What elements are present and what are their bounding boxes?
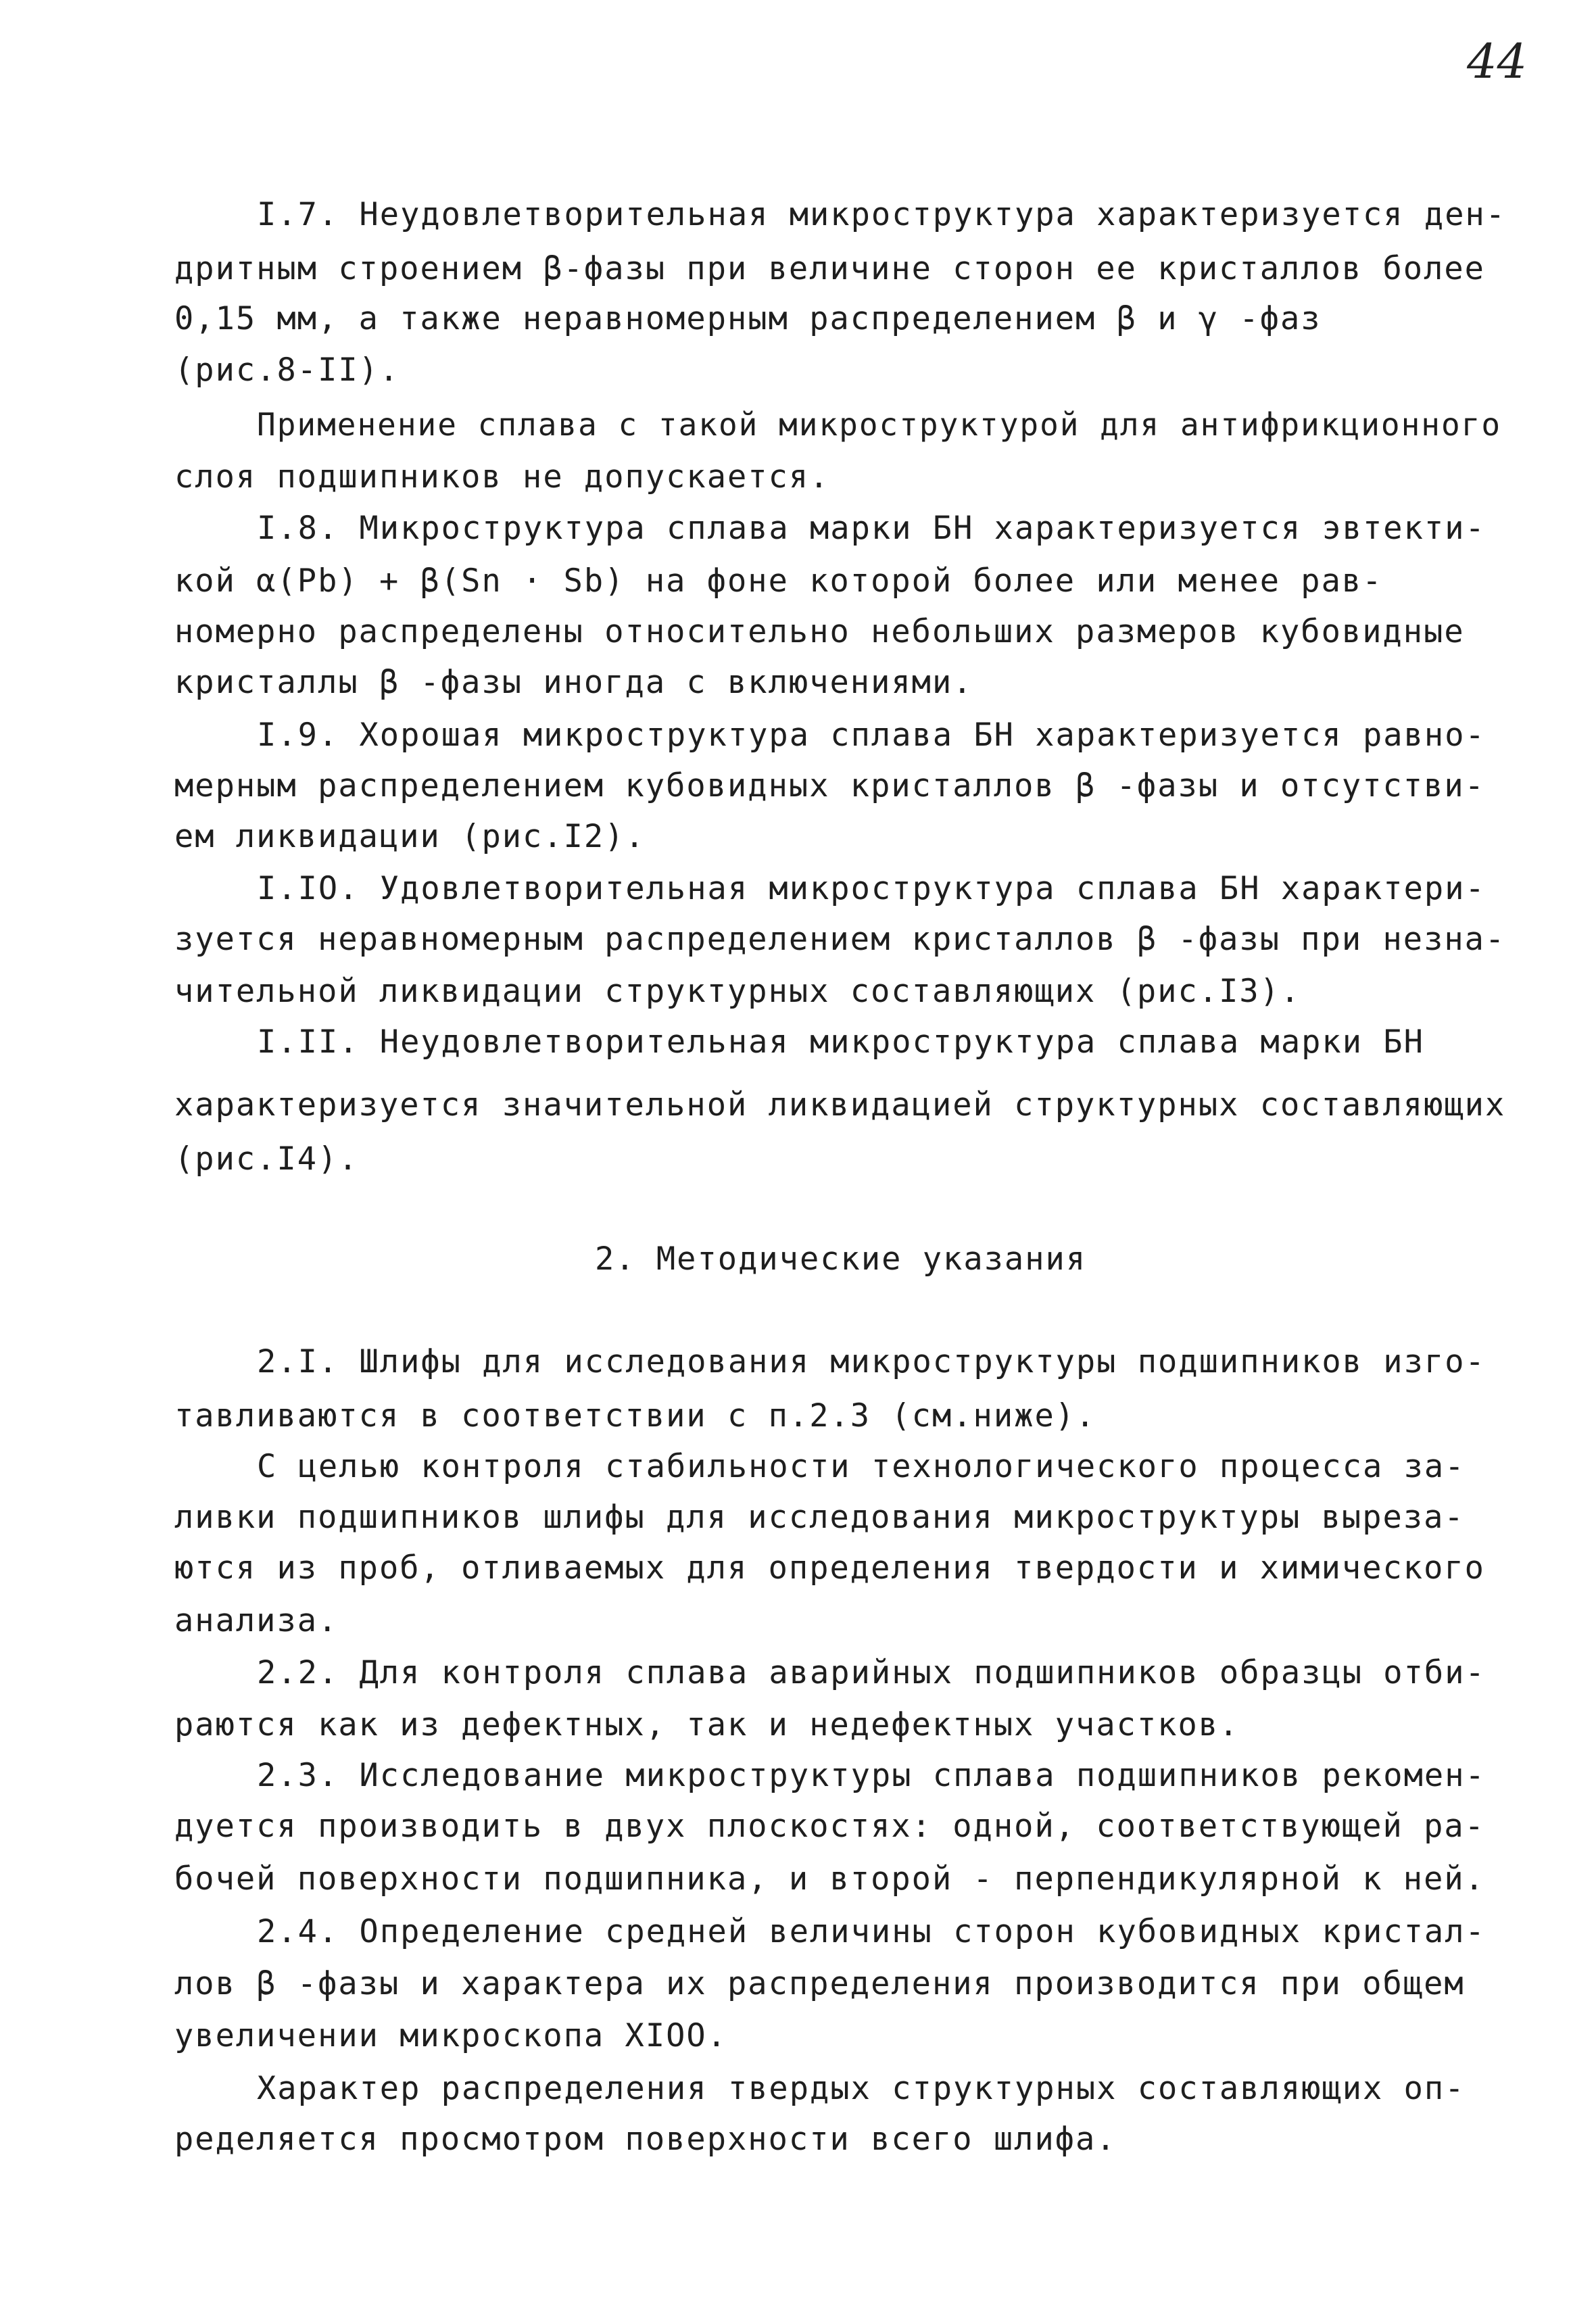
text-line: ределяется просмотром поверхности всего шлифа. — [174, 2121, 1117, 2158]
text-line: I.7. Неудовлетворительная микроструктура характеризуется ден- — [257, 196, 1507, 233]
text-line: лов β -фазы и характера их распределения производится при общем — [174, 1965, 1465, 2002]
text-line: ливки подшипников шлифы для исследования микроструктуры выреза- — [174, 1499, 1465, 1536]
text-line: чительной ликвидации структурных составляющих (рис.I3). — [174, 973, 1301, 1010]
text-line: 2.I. Шлифы для исследования микроструктуры подшипников изго- — [257, 1343, 1486, 1380]
text-line: Характер распределения твердых структурных составляющих оп- — [257, 2070, 1466, 2107]
text-line: ем ликвидации (рис.I2). — [174, 818, 646, 855]
text-line: I.8. Микроструктура сплава марки БН характеризуется эвтекти- — [257, 510, 1486, 547]
text-line: 0,15 мм, а также неравномерным распределением β и γ -фаз — [174, 300, 1322, 337]
text-line: (рис.I4). — [174, 1140, 359, 1178]
text-line: бочей поверхности подшипника, и второй - перпендикулярной к ней. — [174, 1860, 1485, 1898]
text-line: ются из проб, отливаемых для определения твердости и химического — [174, 1549, 1485, 1587]
page-number: 44 — [1467, 34, 1528, 89]
text-line: 2.4. Определение средней величины сторон кубовидных кристал- — [257, 1913, 1486, 1950]
text-line: I.9. Хорошая микроструктура сплава БН характеризуется равно- — [257, 717, 1486, 754]
text-line: зуется неравномерным распределением кристаллов β -фазы при незна- — [174, 921, 1506, 958]
text-line: 2.2. Для контроля сплава аварийных подшипников образцы отби- — [257, 1654, 1486, 1691]
section-heading: 2. Методические указания — [595, 1240, 1087, 1278]
text-line: дритным строением β-фазы при величине сторон ее кристаллов более — [174, 250, 1485, 287]
text-line: Применение сплава с такой микроструктурой для антифрикционного — [257, 406, 1502, 443]
text-line: I.IO. Удовлетворительная микроструктура сплава БН характери- — [257, 870, 1486, 907]
text-line: тавливаются в соответствии с п.2.3 (см.ниже). — [174, 1397, 1096, 1434]
text-line: (рис.8-II). — [174, 352, 400, 389]
text-line: кой α(Pb) + β(Sn · Sb) на фоне которой более или менее рав- — [174, 562, 1383, 600]
text-line: мерным распределением кубовидных кристаллов β -фазы и отсутстви- — [174, 767, 1485, 804]
text-line: анализа. — [174, 1602, 339, 1639]
text-line: раются как из дефектных, так и недефектных участков. — [174, 1706, 1240, 1743]
text-line: увеличении микроскопа XIOO. — [174, 2017, 728, 2054]
text-line: слоя подшипников не допускается. — [174, 458, 830, 496]
text-line: кристаллы β -фазы иногда с включениями. — [174, 664, 973, 701]
text-line: 2.3. Исследование микроструктуры сплава подшипников рекомен- — [257, 1757, 1486, 1794]
text-line: номерно распределены относительно небольших размеров кубовидные — [174, 613, 1465, 650]
text-line: С целью контроля стабильности технологического процесса за- — [257, 1448, 1466, 1485]
text-line: характеризуется значительной ликвидацией структурных составляющих — [174, 1086, 1506, 1124]
text-line: дуется производить в двух плоскостях: одной, соответствующей ра- — [174, 1808, 1485, 1845]
text-line: I.II. Неудовлетворительная микроструктура сплава марки БН — [257, 1023, 1424, 1061]
